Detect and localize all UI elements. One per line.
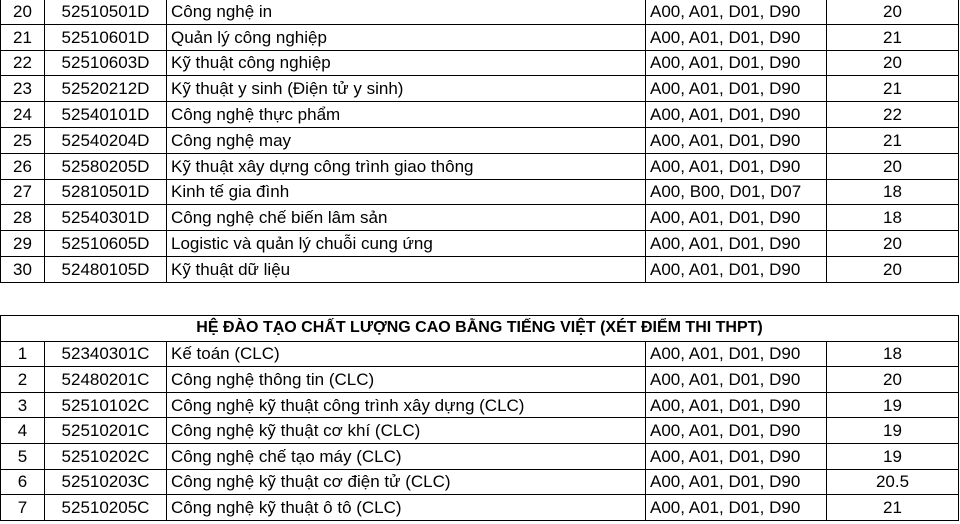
section-header-row [1,316,959,342]
major-name: Kế toán (CLC) [167,341,646,367]
subject-groups: A00, A01, D01, D90 [646,76,827,102]
cutoff-score: 20 [827,367,959,393]
cutoff-score: 20 [827,50,959,76]
major-name: Kỹ thuật dữ liệu [167,256,646,282]
subject-groups: A00, B00, D01, D07 [646,179,827,205]
major-code: 52510205C [45,495,167,521]
table-row [1,495,959,521]
table-row [1,418,959,444]
major-code: 52510203C [45,469,167,495]
subject-groups: A00, A01, D01, D90 [646,50,827,76]
cutoff-score: 18 [827,341,959,367]
high-quality-program-table [0,315,959,521]
table-row [1,179,959,205]
subject-groups: A00, A01, D01, D90 [646,256,827,282]
table-row [1,76,959,102]
major-name: Công nghệ chế tạo máy (CLC) [167,443,646,469]
row-index: 29 [1,231,45,257]
major-code: 52540204D [45,127,167,153]
table-row [1,24,959,50]
majors-table-body [1,0,959,282]
cutoff-score: 19 [827,418,959,444]
major-name: Quản lý công nghiệp [167,24,646,50]
row-index: 20 [1,0,45,24]
row-index: 24 [1,102,45,128]
major-name: Công nghệ thực phẩm [167,102,646,128]
cutoff-score: 20.5 [827,469,959,495]
major-name: Công nghệ kỹ thuật cơ khí (CLC) [167,418,646,444]
table-row [1,153,959,179]
major-name: Logistic và quản lý chuỗi cung ứng [167,231,646,257]
subject-groups: A00, A01, D01, D90 [646,469,827,495]
major-code: 52480201C [45,367,167,393]
row-index: 1 [1,341,45,367]
major-code: 52480105D [45,256,167,282]
table-row [1,102,959,128]
cutoff-score: 18 [827,179,959,205]
major-name: Công nghệ may [167,127,646,153]
major-name: Công nghệ chế biến lâm sản [167,205,646,231]
subject-groups: A00, A01, D01, D90 [646,443,827,469]
row-index: 26 [1,153,45,179]
row-index: 22 [1,50,45,76]
major-name: Công nghệ thông tin (CLC) [167,367,646,393]
cutoff-score: 20 [827,0,959,24]
cutoff-score: 22 [827,102,959,128]
major-code: 52510201C [45,418,167,444]
subject-groups: A00, A01, D01, D90 [646,205,827,231]
major-name: Công nghệ kỹ thuật ô tô (CLC) [167,495,646,521]
major-code: 52810501D [45,179,167,205]
table-row [1,443,959,469]
cutoff-score: 21 [827,24,959,50]
row-index: 27 [1,179,45,205]
row-index: 3 [1,392,45,418]
major-name: Kỹ thuật xây dựng công trình giao thông [167,153,646,179]
high-quality-program-table-body [1,316,959,521]
table-row [1,205,959,231]
cutoff-score: 20 [827,153,959,179]
major-code: 52540301D [45,205,167,231]
table-row [1,127,959,153]
cutoff-score: 19 [827,392,959,418]
table-row [1,50,959,76]
subject-groups: A00, A01, D01, D90 [646,127,827,153]
row-index: 6 [1,469,45,495]
major-name: Công nghệ kỹ thuật cơ điện tử (CLC) [167,469,646,495]
major-code: 52540101D [45,102,167,128]
major-code: 52510102C [45,392,167,418]
major-code: 52510603D [45,50,167,76]
table-row [1,256,959,282]
table-row [1,341,959,367]
row-index: 5 [1,443,45,469]
subject-groups: A00, A01, D01, D90 [646,231,827,257]
cutoff-score: 18 [827,205,959,231]
table-row [1,367,959,393]
table-row [1,0,959,24]
table-row [1,231,959,257]
subject-groups: A00, A01, D01, D90 [646,418,827,444]
cutoff-score: 20 [827,231,959,257]
row-index: 4 [1,418,45,444]
row-index: 2 [1,367,45,393]
row-index: 25 [1,127,45,153]
subject-groups: A00, A01, D01, D90 [646,153,827,179]
cutoff-score: 20 [827,256,959,282]
subject-groups: A00, A01, D01, D90 [646,392,827,418]
subject-groups: A00, A01, D01, D90 [646,341,827,367]
row-index: 21 [1,24,45,50]
cutoff-score: 19 [827,443,959,469]
table-row [1,392,959,418]
major-name: Kỹ thuật y sinh (Điện tử y sinh) [167,76,646,102]
row-index: 7 [1,495,45,521]
major-name: Kỹ thuật công nghiệp [167,50,646,76]
subject-groups: A00, A01, D01, D90 [646,24,827,50]
subject-groups: A00, A01, D01, D90 [646,367,827,393]
subject-groups: A00, A01, D01, D90 [646,495,827,521]
subject-groups: A00, A01, D01, D90 [646,102,827,128]
subject-groups: A00, A01, D01, D90 [646,0,827,24]
major-name: Công nghệ kỹ thuật công trình xây dựng (CLC) [167,392,646,418]
major-name: Kinh tế gia đình [167,179,646,205]
major-code: 52510605D [45,231,167,257]
section-header: HỆ ĐÀO TẠO CHẤT LƯỢNG CAO BẰNG TIẾNG VIỆT (XÉT ĐIỂM THI THPT) [1,316,959,342]
row-index: 28 [1,205,45,231]
cutoff-score: 21 [827,495,959,521]
major-code: 52340301C [45,341,167,367]
major-code: 52520212D [45,76,167,102]
row-index: 23 [1,76,45,102]
cutoff-score: 21 [827,127,959,153]
table-row [1,469,959,495]
major-name: Công nghệ in [167,0,646,24]
row-index: 30 [1,256,45,282]
major-code: 52580205D [45,153,167,179]
major-code: 52510601D [45,24,167,50]
cutoff-score: 21 [827,76,959,102]
major-code: 52510202C [45,443,167,469]
major-code: 52510501D [45,0,167,24]
